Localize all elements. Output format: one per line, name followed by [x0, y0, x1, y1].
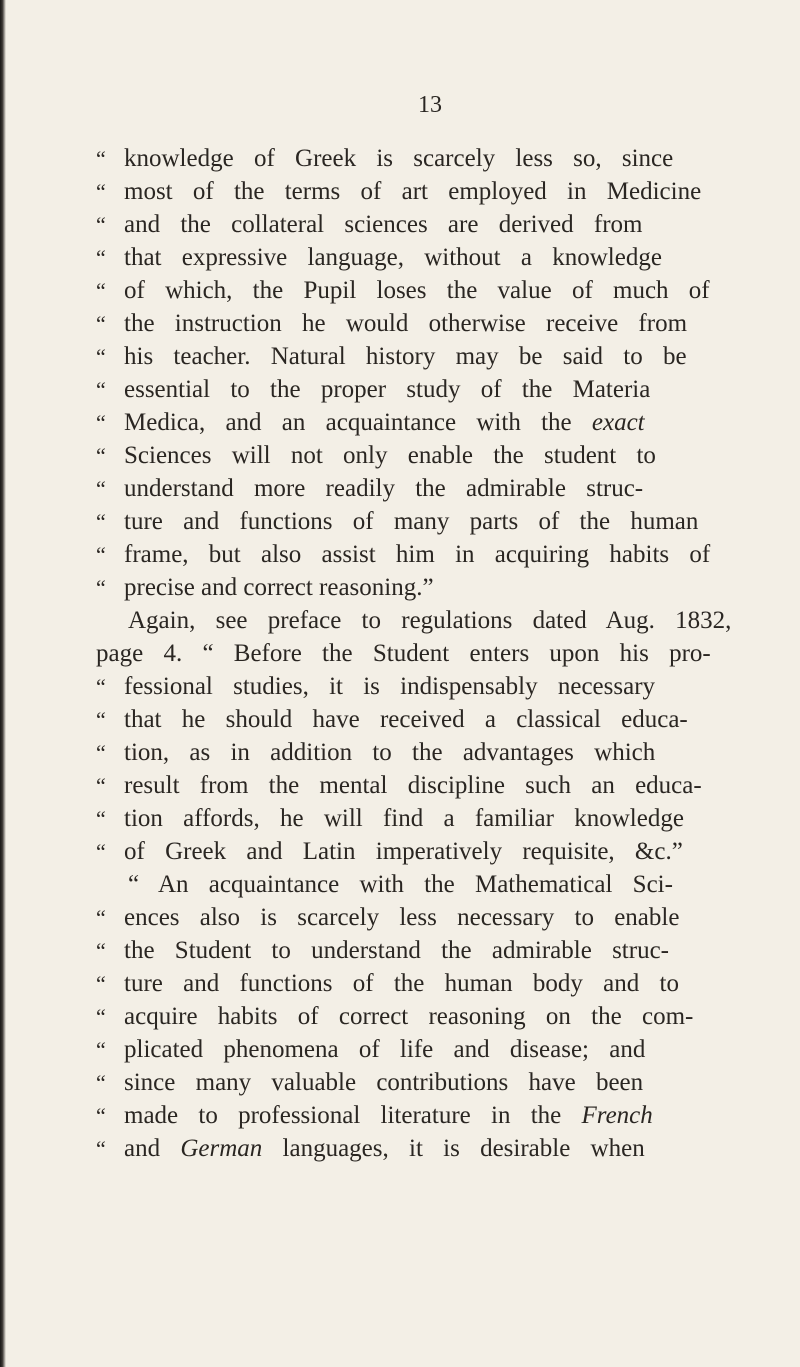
quote-mark: “: [96, 839, 106, 864]
text-line: [96, 175, 740, 208]
text-line: [96, 1099, 740, 1132]
quote-mark: “: [96, 509, 106, 534]
quote-mark: “: [96, 1070, 106, 1095]
quote-mark: “: [96, 938, 106, 963]
quote-mark: “: [96, 311, 106, 336]
text-line: [96, 538, 740, 571]
line-text: most of the terms of art employed in Medicine: [124, 178, 702, 205]
line-text: ture and functions of many parts of the human: [124, 508, 699, 535]
text-line: [96, 307, 740, 340]
text-line: [96, 802, 740, 835]
line-text: the Student to understand the admirable struc-: [124, 937, 669, 964]
quote-mark: “: [96, 707, 106, 732]
quote-mark: “: [96, 575, 106, 600]
quote-mark: “: [96, 146, 106, 171]
quote-mark: “: [96, 344, 106, 369]
text-line: [96, 835, 740, 868]
quote-mark: “: [96, 212, 106, 237]
line-text: of Greek and Latin imperatively requisite, &c.”: [124, 838, 683, 865]
quote-mark: “: [96, 1136, 106, 1161]
line-text: precise and correct reasoning.”: [124, 574, 434, 601]
line-text: essential to the proper study of the Materia: [124, 376, 651, 403]
text-line: [96, 703, 740, 736]
quote-mark: “: [96, 674, 106, 699]
quote-mark: “: [96, 1037, 106, 1062]
text-line: [96, 1000, 740, 1033]
quote-mark: “: [96, 1103, 106, 1128]
text-line: [96, 967, 740, 1000]
text-line: [96, 1066, 740, 1099]
line-text: knowledge of Greek is scarcely less so, since: [124, 145, 674, 172]
quote-mark: “: [96, 443, 106, 468]
quote-mark: “: [96, 278, 106, 303]
quote-mark: “: [96, 773, 106, 798]
quote-mark: “: [96, 410, 106, 435]
line-text: made to professional literature in the French: [124, 1102, 653, 1129]
text-line: [96, 208, 740, 241]
quote-mark: “: [96, 905, 106, 930]
line-text: Medica, and an acquaintance with the exact: [124, 409, 645, 436]
page-number: 13: [418, 92, 442, 118]
line-text: ences also is scarcely less necessary to enable: [124, 904, 680, 931]
line-text: of which, the Pupil loses the value of much of: [124, 277, 710, 304]
text-line: [96, 241, 740, 274]
text-line: [96, 571, 740, 604]
quote-mark: “: [96, 806, 106, 831]
text-line: [96, 868, 740, 901]
line-text: tion, as in addition to the advantages which: [124, 739, 656, 766]
line-text: fessional studies, it is indispensably necessary: [124, 673, 656, 700]
line-text: plicated phenomena of life and disease; and: [124, 1036, 646, 1063]
quote-mark: “: [96, 542, 106, 567]
text-line: [96, 1033, 740, 1066]
text-line: [96, 736, 740, 769]
text-line: [96, 604, 740, 637]
text-line: [96, 340, 740, 373]
line-text: ture and functions of the human body and to: [124, 970, 679, 997]
quote-mark: “: [96, 971, 106, 996]
quote-mark: “: [96, 245, 106, 270]
line-text: understand more readily the admirable struc-: [124, 475, 644, 502]
line-text: and German languages, it is desirable when: [124, 1135, 645, 1162]
line-text: Sciences will not only enable the student to: [124, 442, 656, 469]
line-text: tion affords, he will find a familiar knowledge: [124, 805, 684, 832]
quote-mark: “: [96, 1004, 106, 1029]
text-line: [96, 472, 740, 505]
text-line: [96, 1132, 740, 1165]
quote-mark: “: [96, 740, 106, 765]
text-line: [96, 670, 740, 703]
text-line: [96, 637, 740, 670]
line-text: that expressive language, without a knowledge: [124, 244, 662, 271]
text-line: [96, 505, 740, 538]
text-line: [96, 769, 740, 802]
line-text: “ An acquaintance with the Mathematical Sci-: [128, 871, 673, 898]
quote-mark: “: [96, 179, 106, 204]
line-text: page 4. “ Before the Student enters upon his pro-: [96, 640, 711, 667]
quote-mark: “: [96, 377, 106, 402]
text-line: [96, 439, 740, 472]
text-line: [96, 934, 740, 967]
text-line: [96, 373, 740, 406]
line-text: the instruction he would otherwise receive from: [124, 310, 688, 337]
quote-mark: “: [96, 476, 106, 501]
line-text: and the collateral sciences are derived from: [124, 211, 643, 238]
text-line: [96, 274, 740, 307]
line-text: since many valuable contributions have been: [124, 1069, 644, 1096]
text-line: [96, 406, 740, 439]
line-text: his teacher. Natural history may be said to be: [124, 343, 687, 370]
line-text: result from the mental discipline such an educa-: [124, 772, 702, 799]
book-spine-shadow: [0, 0, 6, 1367]
text-line: [96, 142, 740, 175]
line-text: acquire habits of correct reasoning on the com-: [124, 1003, 694, 1030]
line-text: frame, but also assist him in acquiring habits of: [124, 541, 711, 568]
text-line: [96, 901, 740, 934]
line-text: that he should have received a classical educa-: [124, 706, 688, 733]
body-text: [96, 142, 740, 1165]
line-text: Again, see preface to regulations dated Aug. 1832,: [128, 607, 732, 634]
